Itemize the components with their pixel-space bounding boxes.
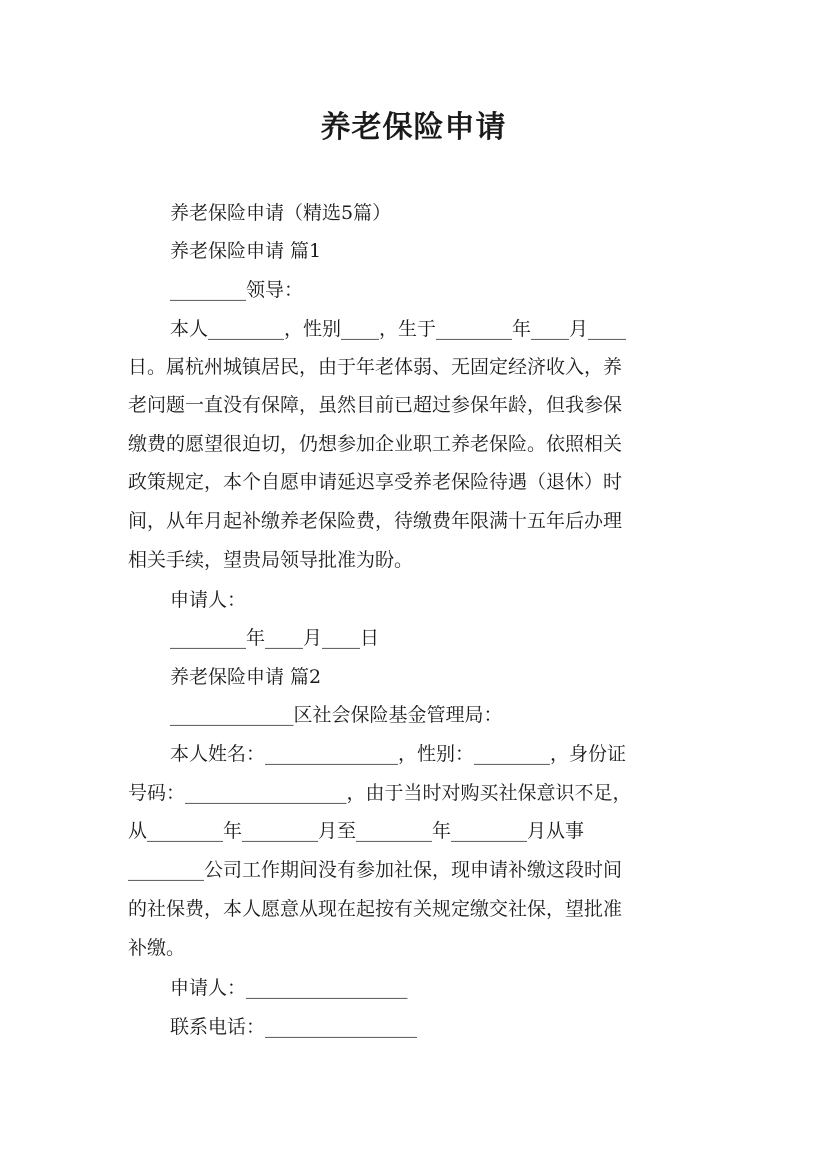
paragraph-1-line-1: 本人________，性别____，生于________年____月____	[170, 318, 627, 340]
salutation-1: ________领导：	[170, 279, 304, 301]
paragraph-2-line-4: ________公司工作期间没有参加社保，现申请补缴这段时间	[128, 859, 623, 881]
applicant-label-2: 申请人：_________________	[170, 977, 408, 999]
salutation-2: _____________区社会保险基金管理局：	[170, 704, 503, 726]
section-heading-2: 养老保险申请 篇2	[170, 666, 322, 688]
paragraph-1-line-6: 间，从年月起补缴养老保险费，待缴费年限满十五年后办理	[128, 510, 623, 532]
paragraph-2-line-6: 补缴。	[128, 937, 186, 959]
paragraph-1-line-2: 日。属杭州城镇居民，由于年老体弱、无固定经济收入，养	[128, 356, 623, 378]
paragraph-2-line-2: 号码：_________________，由于当时对购买社保意识不足，	[128, 782, 632, 804]
paragraph-2-line-1: 本人姓名：______________，性别：________，身份证	[170, 743, 627, 765]
paragraph-2-line-5: 的社保费，本人愿意从现在起按有关规定缴交社保，望批准	[128, 898, 623, 920]
paragraph-2-line-3: 从________年________月至________年________月从事	[128, 820, 585, 842]
paragraph-1-line-7: 相关手续，望贵局领导批准为盼。	[128, 549, 414, 571]
subtitle: 养老保险申请（精选5篇）	[170, 202, 392, 224]
paragraph-1-line-3: 老问题一直没有保障，虽然目前已超过参保年龄，但我参保	[128, 394, 623, 416]
phone-label: 联系电话：________________	[170, 1016, 418, 1038]
applicant-label-1: 申请人：	[170, 589, 247, 611]
date-line-1: ________年____月____日	[170, 627, 380, 649]
document-title: 养老保险申请	[320, 110, 507, 145]
section-heading-1: 养老保险申请 篇1	[170, 240, 322, 262]
paragraph-1-line-4: 缴费的愿望很迫切，仍想参加企业职工养老保险。依照相关	[128, 433, 623, 455]
paragraph-1-line-5: 政策规定，本个自愿申请延迟享受养老保险待遇（退休）时	[128, 471, 623, 493]
